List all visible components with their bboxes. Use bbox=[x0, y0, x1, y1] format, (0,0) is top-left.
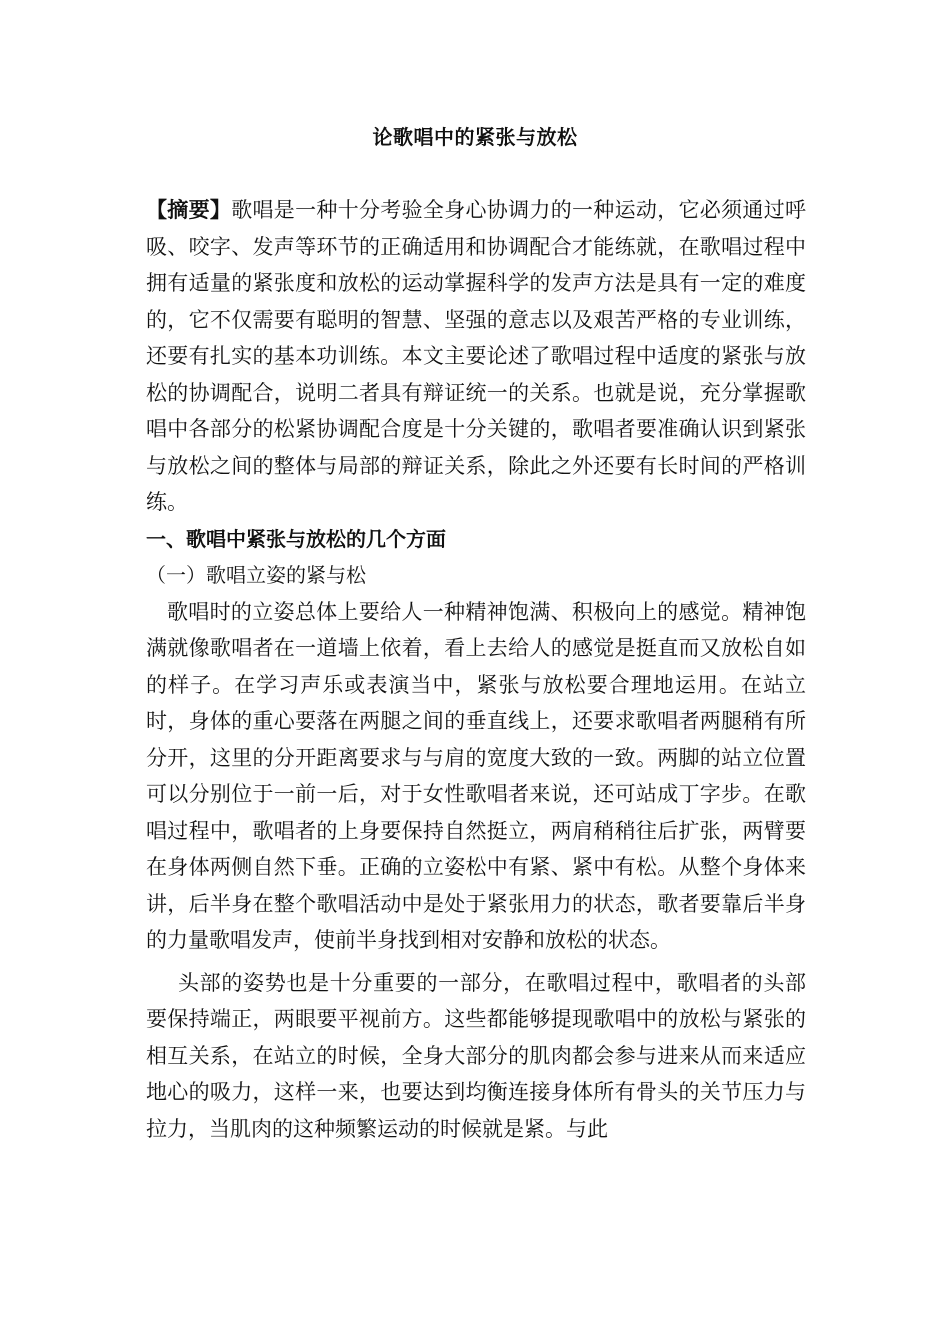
body-paragraph: 头部的姿势也是十分重要的一部分，在歌唱过程中，歌唱者的头部要保持端正，两眼要平视前方。这些都能够提现歌唱中的放松与紧张的相互关系，在站立的时候，全身大部分的肌肉都会参与进来从而来适应地心的吸力，这样一来，也要达到均衡连接身体所有骨头的关节压力与拉力，当肌肉的这种频繁运动的时候就是紧。与此 bbox=[146, 970, 806, 1141]
abstract-label: 【摘要】 bbox=[146, 198, 232, 222]
document-title: 论歌唱中的紧张与放松 bbox=[372, 125, 578, 149]
abstract-text: 歌唱是一种十分考验全身心协调力的一种运动，它必须通过呼吸、咬字、发声等环节的正确适用和协调配合才能练就，在歌唱过程中拥有适量的紧张度和放松的运动掌握科学的发声方法是具有一定的难度的，它不仅需要有聪明的智慧、坚强的意志以及艰苦严格的专业训练，还要有扎实的基本功训练。本文主要论述了歌唱过程中适度的紧张与放松的协调配合，说明二者具有辩证统一的关系。也就是说，充分掌握歌唱中各部分的松紧协调配合度是十分关键的，歌唱者要准确认识到紧张与放松之间的整体与局部的辩证关系，除此之外还要有长时间的严格训练。 bbox=[146, 198, 807, 514]
abstract-paragraph bbox=[146, 192, 806, 521]
subsection-heading: （一）歌唱立姿的紧与松 bbox=[146, 563, 366, 587]
document-body bbox=[146, 192, 806, 1147]
body-paragraph: 歌唱时的立姿总体上要给人一种精神饱满、积极向上的感觉。精神饱满就像歌唱者在一道墙上依着，看上去给人的感觉是挺直而又放松自如的样子。在学习声乐或表演当中，紧张与放松要合理地运用。在站立时，身体的重心要落在两腿之间的垂直线上，还要求歌唱者两腿稍有所分开，这里的分开距离要求与与肩的宽度大致的一致。两脚的站立位置可以分别位于一前一后，对于女性歌唱者来说，还可站成丁字步。在歌唱过程中，歌唱者的上身要保持自然挺立，两肩稍稍往后扩张，两臂要在身体两侧自然下垂。正确的立姿松中有紧、紧中有松。从整个身体来讲，后半身在整个歌唱活动中是处于紧张用力的状态，歌者要靠后半身的力量歌唱发声，使前半身找到相对安静和放松的状态。 bbox=[146, 599, 806, 952]
section-heading: 一、歌唱中紧张与放松的几个方面 bbox=[146, 526, 446, 551]
